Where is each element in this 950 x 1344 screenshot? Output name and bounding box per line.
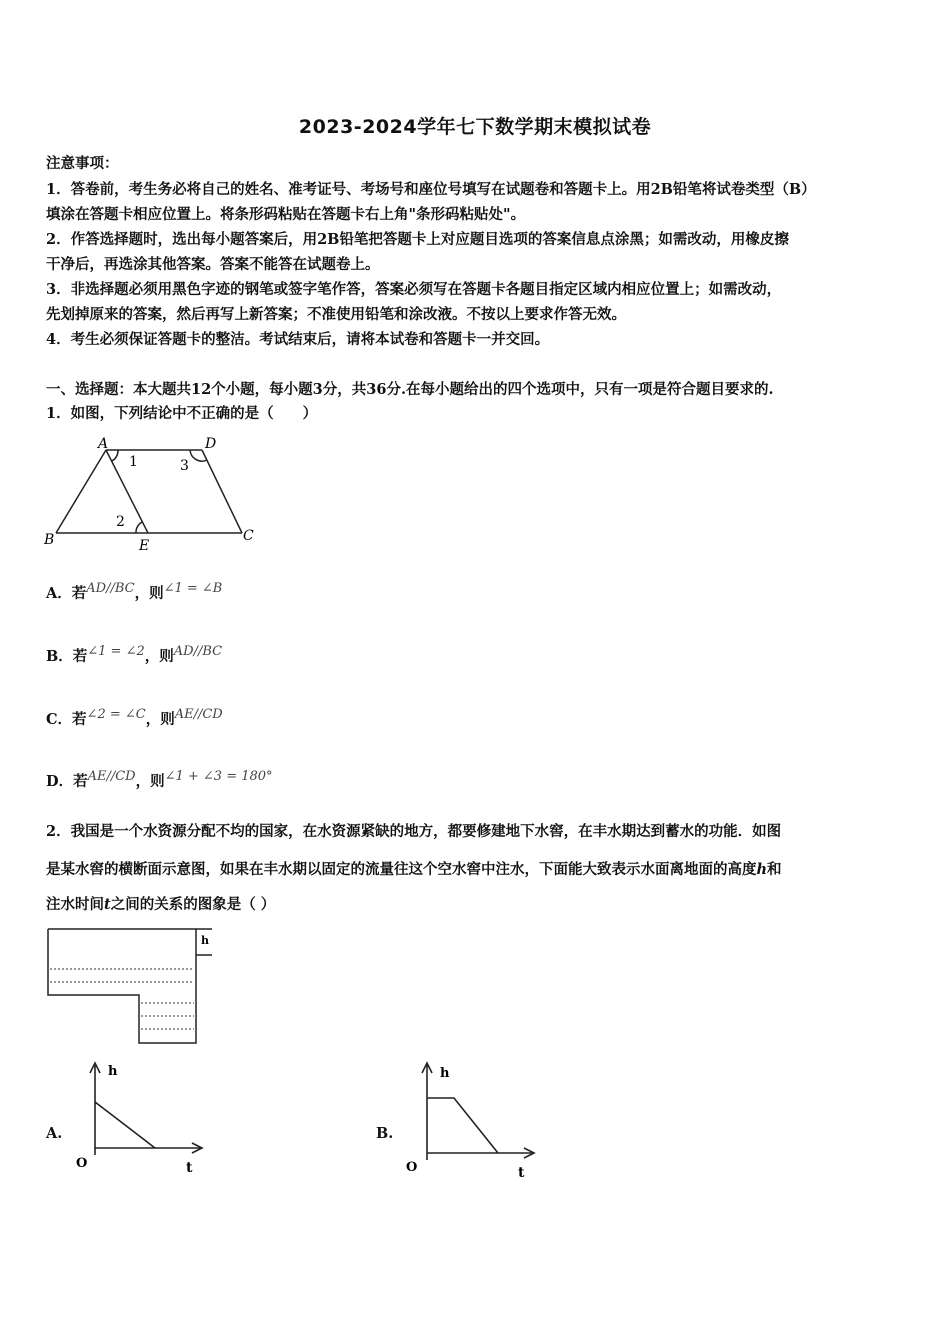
- question-2-text: 之间的关系的图象是（ ）: [110, 896, 276, 913]
- option-label: B．若: [46, 648, 88, 665]
- label-E: E: [139, 538, 150, 554]
- question-1-stem: 1．如图，下列结论中不正确的是（ ）: [46, 405, 318, 422]
- option-condition: ∠1 = ∠2: [87, 644, 145, 659]
- graph-line: [95, 1102, 155, 1148]
- y-label: h: [108, 1064, 118, 1079]
- notice-line: 3．非选择题必须用黑色字迹的钢笔或签字笔作答，答案必须写在答题卡各题目指定区域内相应位置上；如需改动，: [46, 281, 782, 298]
- option-a: [46, 582, 222, 603]
- question-2-text: 注水时间: [46, 896, 104, 913]
- question-2-line: [46, 893, 275, 914]
- notice-line: 干净后，再选涂其他答案。答案不能答在试题卷上。: [46, 256, 380, 273]
- question-2-line: [46, 858, 782, 879]
- option-then: ，则: [135, 773, 165, 790]
- graph-option-a: [70, 1055, 220, 1185]
- segment-AB: [56, 450, 106, 533]
- option-result: AE//CD: [174, 707, 223, 722]
- tank-label-h: h: [201, 934, 209, 947]
- label-B: B: [44, 532, 55, 548]
- page-title: 2023-2024学年七下数学期末模拟试卷: [298, 116, 652, 138]
- option-c: [46, 708, 223, 729]
- label-D: D: [205, 436, 217, 452]
- graph-line: [427, 1098, 498, 1153]
- origin-label: O: [406, 1160, 418, 1175]
- y-label: h: [440, 1066, 450, 1081]
- question-2-text: 是某水窖的横断面示意图，如果在丰水期以固定的流量往这个空水窖中注水，下面能大致表示水面离地面的高度: [46, 861, 757, 878]
- variable-t: t: [104, 896, 111, 913]
- segment-AE: [106, 450, 148, 533]
- option-condition: AD//BC: [86, 581, 135, 596]
- option-condition: AE//CD: [87, 769, 136, 784]
- notice-heading: 注意事项：: [46, 155, 119, 172]
- option-d: [46, 770, 273, 791]
- segment-DC: [202, 450, 242, 533]
- label-angle-3: 3: [180, 458, 189, 474]
- label-C: C: [243, 528, 254, 544]
- x-label: t: [186, 1160, 193, 1176]
- question-2-text: 和: [767, 861, 782, 878]
- question-2-line: 2．我国是一个水资源分配不均的国家，在水资源紧缺的地方，都要修建地下水窖，在丰水期达到蓄水的功能．如图: [46, 823, 782, 840]
- option-label: A．若: [46, 585, 87, 602]
- graph-option-b-label: B.: [376, 1125, 394, 1142]
- option-then: ，则: [134, 585, 164, 602]
- option-then: ，则: [145, 711, 175, 728]
- trapezoid-figure: [40, 430, 270, 555]
- origin-label: O: [76, 1156, 88, 1171]
- graph-option-a-label: A.: [46, 1125, 63, 1142]
- option-label: D．若: [46, 773, 88, 790]
- section-heading: 一、选择题：本大题共12个小题，每小题3分，共36分.在每小题给出的四个选项中，只有一项是符合题目要求的.: [46, 381, 774, 398]
- tank-outline: [48, 929, 196, 1043]
- notice-line: 2．作答选择题时，选出每小题答案后，用2B铅笔把答题卡上对应题目选项的答案信息点涂黑；如需改动，用橡皮擦: [46, 231, 789, 248]
- x-label: t: [518, 1165, 525, 1181]
- option-b: [46, 645, 222, 666]
- graph-option-b: [402, 1055, 552, 1185]
- notice-line: 1．答卷前，考生务必将自己的姓名、准考证号、考场号和座位号填写在试题卷和答题卡上。用2B铅笔将试卷类型（B）: [46, 181, 816, 198]
- option-result: AD//BC: [173, 644, 223, 659]
- label-A: A: [98, 436, 109, 452]
- variable-h: h: [756, 861, 768, 878]
- water-tank-diagram: [44, 925, 224, 1050]
- angle-2-arc: [136, 522, 142, 533]
- option-condition: ∠2 = ∠C: [86, 707, 146, 722]
- option-label: C．若: [46, 711, 87, 728]
- option-then: ，则: [144, 648, 174, 665]
- notice-line: 先划掉原来的答案，然后再写上新答案；不准使用铅笔和涂改液。不按以上要求作答无效。: [46, 306, 626, 323]
- notice-line: 填涂在答题卡相应位置上。将条形码粘贴在答题卡右上角"条形码粘贴处"。: [46, 206, 526, 223]
- option-result: ∠1 + ∠3 = 180°: [164, 769, 273, 784]
- label-angle-2: 2: [116, 514, 125, 530]
- option-result: ∠1 = ∠B: [163, 581, 223, 596]
- label-angle-1: 1: [129, 454, 138, 470]
- angle-1-arc: [112, 450, 118, 461]
- notice-line: 4．考生必须保证答题卡的整洁。考试结束后，请将本试卷和答题卡一并交回。: [46, 331, 550, 348]
